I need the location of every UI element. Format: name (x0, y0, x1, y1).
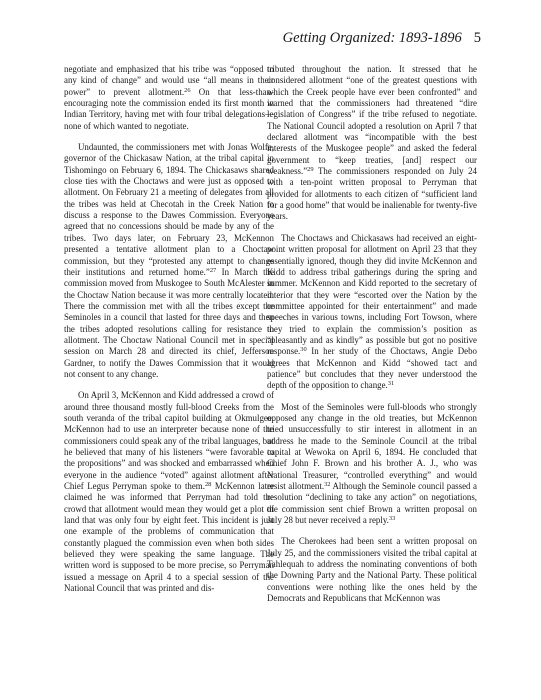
paragraph (267, 64, 477, 223)
paragraph (64, 390, 274, 594)
paragraph (64, 142, 274, 380)
paragraph-text: Although the Seminole council passed a resolution “declining to take any action” on negotiations, the commission sent chief Brown a written proposal on July 28 but never received a reply. (267, 481, 477, 526)
footnote-marker: 32 (324, 481, 331, 489)
paragraph-text: McKennon later claimed he was informed that Perryman had told the crowd that allotment would mean they would get a plot of land that was only four by eight feet. This incident is just one example of the problems of communication that constantly plagued the commission even when both sides believed they were speaking the same language. The written word is supposed to be more precise, so Perryman issued a message on April 4 to a special session of the National Council that was printed and dis- (64, 481, 274, 594)
paragraph (267, 536, 477, 604)
page-number: 5 (473, 30, 481, 46)
paragraph-text: Most of the Seminoles were full-bloods who strongly opposed any change in the old treaties, but McKennon tried unsuccessfully to stir interest in allotment in an address he made to the Seminole Council at the tribal capital at Wewoka on April 6, 1894. He concluded that Chief John F. Brown and his brother A. J., who was National Treasurer, “controlled everything” and would resist allotment. (267, 401, 477, 492)
footnote-marker: 30 (300, 346, 307, 354)
paragraph-text: On April 3, McKennon and Kidd addressed a crowd of around three thousand mostly full-blood Creeks from the south veranda of the tribal capitol building at Okmulgee. McKennon had to use an interpreter because none of the commissioners could speak any of the tribal languages, but he believed that many of his listeners “were favorable to the propositions” and was shocked and embarrassed when everyone in the audience “voted” against allotment after Chief Legus Perryman spoke to them. (64, 390, 274, 492)
paragraph-text: The Cherokees had been sent a written proposal on July 25, and the commissioners visited the tribal capital at Tahlequah to address the nominating conventions of both the Downing Party and the National Party. These political conventions were nothing like the ones held by the Democrats and Republicans that McKennon was (267, 536, 477, 604)
paragraph-text: The Choctaws and Chickasaws had received an eight-point written proposal for allotment on April 23 that they essentially ignored, though they did invite McKennon and Kidd to address tribal gatherings during the spring and summer. McKennon and Kidd reported to the secretary of interior that they were “escorted over the Nation by the committee appointed for their entertainment” and made speeches in various towns, including Fort Towson, where they tried to explain the commission’s position as “pleasantly and as kindly” as possible but got no positive response. (267, 232, 477, 357)
paragraph-text: On that less-than-encouraging note the commission ended its first month in Indian Territory, having met with four tribal delegations—none of which wanted to negotiate. (64, 86, 274, 131)
paragraph-text: negotiate and emphasized that his tribe was “opposed to any kind of change” and would use “all means in their power” to prevent allotment. (64, 64, 274, 97)
paragraph-text: The commissioners responded on July 24 with a ten-point written proposal to Perryman that provided for allotments to each citizen of “sufficient land for a good home” that would be inalienable for twenty-five years. (267, 166, 477, 222)
paragraph-text: Undaunted, the commissioners met with Jonas Wolfe, governor of the Chickasaw Nation, at the tribal capital in Tishomingo on February 6, 1894. The Chickasaws shared close ties with the Choctaws and were just as opposed to allotment. On February 21 a meeting of delegates from all the tribes was held at Checotah in the Creek Nation to discuss a response to the Dawes Commission. Everyone agreed that no concessions should be made by any of the tribes. Two days later, on February 23, McKennon presented a tentative allotment plan to a Choctaw commission, but they “protested any attempt to change their institutions and returned home.” (64, 142, 274, 277)
footnote-marker: 28 (204, 481, 212, 489)
paragraph-text: tributed throughout the nation. It stressed that he considered allotment “one of the greatest questions with which the Creek people have ever been confronted” and warned that the commissioners had threatened “dire legislation of Congress” if the tribe refused to negotiate. The National Council adopted a resolution on April 7 that declared allotment was “incompatible with the best interests of the Muskogee people” and asked the federal government to “keep treaties, [and] respect our weakness.” (267, 64, 477, 177)
running-title: Getting Organized: 1893-1896 (282, 30, 462, 46)
paragraph (267, 402, 477, 527)
paragraph (64, 64, 274, 132)
footnote-marker: 33 (388, 515, 396, 523)
left-column (64, 64, 274, 604)
footnote-marker: 31 (387, 380, 395, 388)
right-column (267, 64, 477, 614)
running-head (283, 30, 481, 47)
footnote-marker: 29 (307, 166, 314, 174)
paragraph-text: In March the commission moved from Muskogee to South McAlester in the Choctaw Nation because it was more centrally located. There the commission met with all the tribes except the Seminoles in a council that lasted for three days and then the tribes adopted resolutions calling for resistance to allotment. The Choctaw National Council met in special session on March 28 and directed its chief, Jefferson Gardner, to notify the Dawes Commission that it would not consent to any change. (64, 266, 274, 379)
paragraph-text: In her study of the Choctaws, Angie Debo agrees that McKennon and Kidd “showed tact and patience” but concludes that they never understood the depth of the opposition to change. (267, 346, 477, 391)
footnote-marker: 26 (184, 86, 191, 94)
paragraph (267, 233, 477, 392)
footnote-marker: 27 (209, 266, 217, 274)
